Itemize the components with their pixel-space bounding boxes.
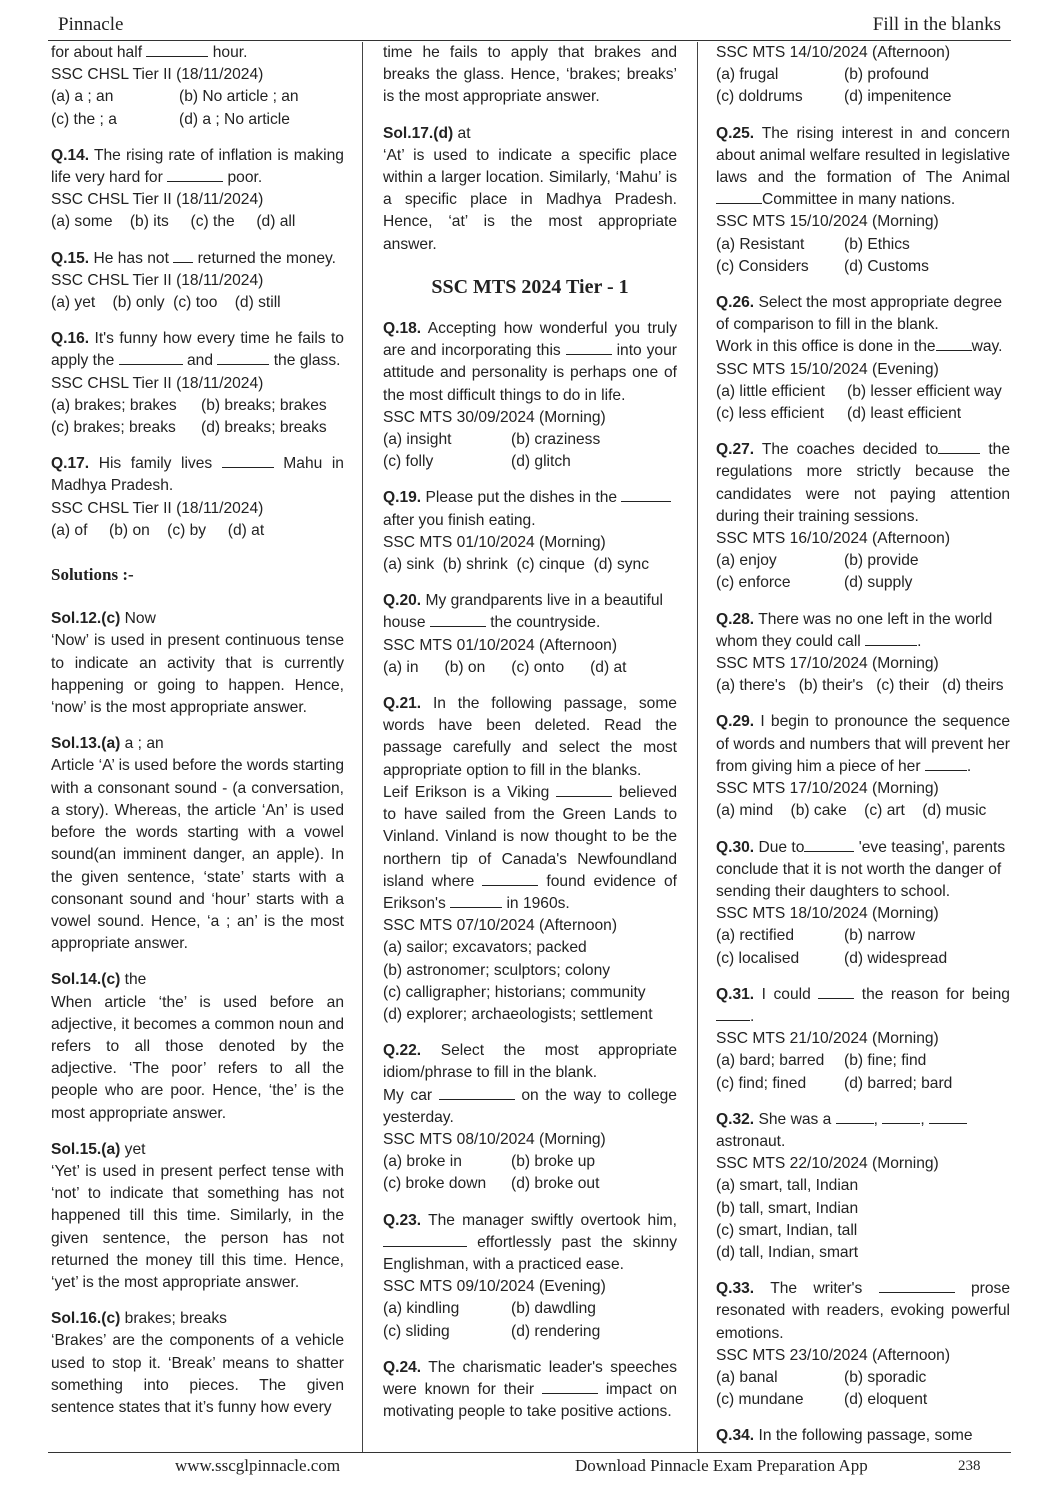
source: SSC MTS 14/10/2024 (Afternoon) — [716, 44, 951, 61]
source: SSC CHSL Tier II (18/11/2024) — [51, 191, 264, 209]
blank — [542, 1379, 598, 1394]
blank — [566, 340, 612, 355]
option-b: (b) astronomer; sculptors; colony — [383, 961, 611, 979]
question-34: Q.34. In the following passage, some — [716, 1427, 973, 1445]
option-a: (a) bard; barred — [716, 1052, 825, 1070]
option-a: (a) frugal — [716, 66, 779, 84]
question-25: Q.25. The rising interest in and concern about animal welfare resulted in legislative laws and the formation of The AnimalCommittee in many nations. SSC MTS 15/10/2024 (Morning) (a) Resistant (b) Ethics (c) Considers (d) Customs — [716, 123, 1010, 278]
option-c: (c) sliding — [383, 1322, 450, 1340]
option-b: (b) No article ; an — [179, 88, 299, 106]
option-b: (b) tall, smart, Indian — [716, 1199, 859, 1217]
question-17: Q.17. His family lives Mahu in Madhya Pradesh. SSC CHSL Tier II (18/11/2024) (a) of (b) on (c) by (d) at — [51, 453, 344, 542]
blank — [430, 612, 486, 627]
column-2 — [383, 42, 677, 1437]
section-title: SSC MTS 2024 Tier - 1 — [431, 275, 629, 298]
question-16: Q.16. It's funny how every time he fails to apply the and the glass. SSC CHSL Tier II (18/11/2024) (a) brakes; brakes (b) breaks; brakes (c) brakes; breaks (d) breaks; breaks — [51, 328, 344, 439]
blank — [439, 1085, 515, 1100]
option-c: (c) mundane — [716, 1391, 804, 1409]
option-c: (c) brakes; breaks — [51, 419, 176, 437]
blank — [173, 248, 193, 263]
option-c: (c) localised — [716, 949, 800, 967]
column-3 — [716, 42, 1010, 1462]
option-a: (a) Resistant — [716, 235, 805, 253]
blank — [836, 1109, 874, 1124]
option-d: (d) eloquent — [844, 1391, 928, 1409]
option-d: (d) glitch — [511, 453, 571, 471]
option-a: (a) smart, tall, Indian — [716, 1177, 859, 1195]
options: (a) yet (b) only (c) too (d) still — [51, 294, 281, 312]
option-c: (c) find; fined — [716, 1074, 807, 1092]
solution-16: Sol.16.(c) brakes; breaks ‘Brakes’ are the components of a vehicle used to stop it. ‘Break’ means to shatter something into pieces. The given sentence states that it’s funny how every — [51, 1310, 344, 1416]
solution-13: Sol.13.(a) a ; an Article ‘A’ is used before the words starting with a consonant sound - (a conversation, a story). Whereas, the article ‘An’ is used before the words starting with a vowel sound(an imminent danger, an apple). In the given sentence, ‘state’ starts with a consonant sound and ‘hour’ starts with a vowel sound. Hence, ‘a ; an’ is the most appropriate answer. — [51, 735, 344, 953]
option-d: (d) Customs — [844, 257, 929, 275]
option-b: (b) broke up — [511, 1153, 596, 1171]
blank — [167, 167, 223, 182]
blank — [865, 631, 917, 646]
source: SSC MTS 18/10/2024 (Morning) — [716, 905, 939, 923]
option-b: (b) craziness — [511, 431, 601, 449]
option-a: (a) banal — [716, 1368, 778, 1386]
blank — [482, 871, 538, 886]
solution-15: Sol.15.(a) yet ‘Yet’ is used in present perfect tense with ‘not’ to indicate that something has not happened till this time. Similarly, in the given sentence, the person has not returned the money till this time. Hence, ‘yet’ is the most appropriate answer. — [51, 1140, 344, 1291]
source: SSC MTS 01/10/2024 (Afternoon) — [383, 636, 618, 654]
option-a: (a) broke in — [383, 1153, 462, 1171]
question-24: Q.24. The charismatic leader's speeches were known for their impact on motivating people to take positive actions. — [383, 1358, 677, 1421]
question-27: Q.27. The coaches decided to the regulations more strictly because the candidates were not paying attention during their training sessions. SSC MTS 16/10/2024 (Afternoon) (a) enjoy (b) provide (c) enforce (d) supply — [716, 439, 1010, 594]
source: SSC MTS 09/10/2024 (Evening) — [383, 1278, 606, 1296]
option-b: (b) provide — [844, 552, 919, 570]
blank — [556, 782, 612, 797]
question-22: Q.22. Select the most appropriate idiom/phrase to fill in the blank. My car on the way to college yesterday. SSC MTS 08/10/2024 (Morning) (a) broke in (b) broke up (c) broke down (d) broke out — [383, 1040, 677, 1195]
option-a: (a) insight — [383, 431, 452, 449]
option-b: (b) profound — [844, 66, 929, 84]
footer-app: Download Pinnacle Exam Preparation App — [575, 1456, 868, 1475]
blank — [217, 350, 269, 365]
option-c: (c) doldrums — [716, 88, 803, 106]
blank — [929, 1109, 967, 1124]
option-b: (b) sporadic — [844, 1368, 927, 1386]
blank — [879, 1278, 955, 1293]
page-number: 238 — [958, 1458, 981, 1474]
option-a: (a) sailor; excavators; packed — [383, 939, 587, 957]
option-c: (c) calligrapher; historians; community — [383, 983, 646, 1001]
question-26: Q.26. Select the most appropriate degree of comparison to fill in the blank. Work in this office is done in the way. SSC MTS 15/10/2024 (Evening) (a) little efficient (b) lesser efficient way (c) less efficient (d) least efficient — [716, 292, 1010, 425]
option-d: (d) explorer; archaeologists; settlement — [383, 1005, 653, 1023]
option-a: (a) rectified — [716, 927, 794, 945]
column-divider — [362, 42, 363, 1452]
blank — [716, 189, 762, 204]
header-chapter: Fill in the blanks — [872, 14, 1001, 35]
option-d: (d) rendering — [511, 1322, 601, 1340]
option-d: (d) broke out — [511, 1175, 600, 1193]
question-23: Q.23. The manager swiftly overtook him, effortlessly past the skinny Englishman, with a practiced ease. SSC MTS 09/10/2024 (Evening) (a) kindling (b) dawdling (c) sliding (d) rendering — [383, 1210, 677, 1343]
option-a: (a) little efficient — [716, 382, 825, 400]
options: (a) of (b) on (c) by (d) at — [51, 521, 265, 539]
option-c: (c) enforce — [716, 574, 791, 592]
question-32: Q.32. She was a , , astronaut. SSC MTS 22/10/2024 (Morning) (a) smart, tall, Indian (b) tall, smart, Indian (c) smart, Indian, tall (d) tall, Indian, smart — [716, 1109, 1010, 1264]
option-a: (a) brakes; brakes — [51, 396, 177, 414]
option-c: (c) smart, Indian, tall — [716, 1221, 858, 1239]
blank — [383, 1232, 467, 1247]
option-a: (a) enjoy — [716, 552, 777, 570]
option-b: (b) dawdling — [511, 1300, 596, 1318]
option-c: (c) folly — [383, 453, 434, 471]
solution-14: Sol.14.(c) the When article ‘the’ is used before an adjective, it becomes a common noun and refers to all those denoted by the adjective. ‘The poor’ refers to all the people who are poor. Hence, ‘the’ is the most appropriate answer. — [51, 971, 344, 1122]
question-28: Q.28. There was no one left in the world whom they could call . SSC MTS 17/10/2024 (Morning) (a) there's (b) their's (c) their (d) theirs — [716, 609, 1010, 698]
question-29: Q.29. I begin to pronounce the sequence of words and numbers that will prevent her from giving him a piece of her . SSC MTS 17/10/2024 (Morning) (a) mind (b) cake (c) art (d) music — [716, 711, 1010, 822]
option-b: (b) narrow — [844, 927, 916, 945]
option-c: (c) broke down — [383, 1175, 487, 1193]
solutions-heading: Solutions :- — [51, 565, 134, 585]
option-c: (c) less efficient — [716, 405, 825, 423]
option-d: (d) barred; bard — [844, 1074, 953, 1092]
question-19: Q.19. Please put the dishes in the after you finish eating. SSC MTS 01/10/2024 (Morning) (a) sink (b) shrink (c) cinque (d) sync — [383, 487, 677, 576]
footer-website: www.sscglpinnacle.com — [175, 1456, 341, 1475]
question-24-tail — [716, 42, 1010, 109]
option-d: (d) impenitence — [844, 88, 952, 106]
blank — [938, 439, 980, 454]
question-33: Q.33. The writer's prose resonated with readers, evoking powerful emotions. SSC MTS 23/10/2024 (Afternoon) (a) banal (b) sporadic (c) mundane (d) eloquent — [716, 1278, 1010, 1411]
option-b: (b) breaks; brakes — [201, 396, 327, 414]
blank — [146, 42, 208, 57]
option-d: (d) supply — [844, 574, 913, 592]
blank — [119, 350, 183, 365]
options: (a) some (b) its (c) the (d) all — [51, 213, 296, 231]
question-20: Q.20. My grandparents live in a beautiful house the countryside. SSC MTS 01/10/2024 (Afternoon) (a) in (b) on (c) onto (d) at — [383, 590, 677, 679]
option-d: (d) widespread — [844, 949, 948, 967]
source: SSC MTS 15/10/2024 (Morning) — [716, 213, 939, 231]
solution-17: Sol.17.(d) at ‘At’ is used to indicate a specific place within a larger location. Similarly, ‘Mahu’ is a specific place in Madhya Pradesh. Hence, ‘at’ is the most appropriate answer. — [383, 124, 677, 253]
question-21: Q.21. In the following passage, some words have been deleted. Read the passage carefully and select the most appropriate option to fill in the blanks. Leif Erikson is a Viking believed to have sailed from the Green Lands to Vinland. Vinland is now thought to be the northern tip of Canada's Newfoundland island where found evidence of Erikson's in 1960s. SSC MTS 07/10/2024 (Afternoon) (a) sailor; excavators; packed (b) astronomer; sculptors; colony (c) calligrapher; historians; community (d) explorer; archaeologists; settlement — [383, 693, 677, 1026]
option-d: (d) a ; No article — [179, 110, 290, 128]
option-d: (d) breaks; breaks — [201, 419, 327, 437]
blank — [621, 487, 671, 502]
option-d: (d) least efficient — [847, 405, 962, 423]
source: SSC MTS 30/09/2024 (Morning) — [383, 408, 606, 426]
source: SSC MTS 21/10/2024 (Morning) — [716, 1030, 939, 1048]
source: SSC MTS 17/10/2024 (Morning) — [716, 780, 939, 798]
option-a: (a) a ; an — [51, 88, 114, 106]
question-31: Q.31. I could the reason for being . SSC MTS 21/10/2024 (Morning) (a) bard; barred (b) fine; find (c) find; fined (d) barred; bard — [716, 984, 1010, 1095]
options: (a) in (b) on (c) onto (d) at — [383, 658, 627, 676]
source: SSC MTS 15/10/2024 (Evening) — [716, 360, 939, 378]
blank — [222, 453, 274, 468]
source: SSC CHSL Tier II (18/11/2024) — [51, 499, 264, 517]
question-30: Q.30. Due to 'eve teasing', parents conclude that it is not worth the danger of sending their daughters to school. SSC MTS 18/10/2024 (Morning) (a) rectified (b) narrow (c) localised (d) widespread — [716, 837, 1010, 970]
option-c: (c) Considers — [716, 257, 809, 275]
source: SSC CHSL Tier II (18/11/2024) — [51, 66, 264, 84]
solution-12: Sol.12.(c) Now ‘Now’ is used in present continuous tense to indicate an activity that is currently happening or going to happen. Hence, ‘now’ is the most appropriate answer. — [51, 610, 344, 717]
source: SSC MTS 07/10/2024 (Afternoon) — [383, 917, 618, 935]
blank — [882, 1109, 920, 1124]
option-c: (c) the ; a — [51, 110, 117, 128]
footer-rule — [48, 1452, 1011, 1453]
source: SSC MTS 17/10/2024 (Morning) — [716, 655, 939, 673]
question-15: Q.15. He has not returned the money. SSC CHSL Tier II (18/11/2024) (a) yet (b) only (c) too (d) still — [51, 248, 344, 315]
header-rule — [48, 40, 1011, 41]
blank — [450, 893, 502, 908]
options: (a) there's (b) their's (c) their (d) theirs — [716, 677, 1004, 695]
blank — [818, 984, 854, 999]
question-13-tail: for about half hour. SSC CHSL Tier II (18/11/2024) (a) a ; an (b) No article ; an (c) the ; a (d) a ; No article — [51, 42, 344, 131]
option-d: (d) tall, Indian, smart — [716, 1243, 859, 1261]
options: (a) sink (b) shrink (c) cinque (d) sync — [383, 556, 650, 574]
source: SSC CHSL Tier II (18/11/2024) — [51, 271, 264, 289]
option-b: (b) fine; find — [844, 1052, 927, 1070]
options: (a) mind (b) cake (c) art (d) music — [716, 802, 987, 820]
source: SSC MTS 16/10/2024 (Afternoon) — [716, 530, 951, 548]
option-b: (b) lesser efficient way — [847, 382, 1002, 400]
option-b: (b) Ethics — [844, 235, 910, 253]
column-divider — [697, 42, 698, 1452]
source: SSC MTS 01/10/2024 (Morning) — [383, 533, 606, 551]
source: SSC MTS 22/10/2024 (Morning) — [716, 1155, 939, 1173]
question-14: Q.14. The rising rate of inflation is making life very hard for poor. SSC CHSL Tier II (18/11/2024) (a) some (b) its (c) the (d) all — [51, 145, 344, 234]
source: SSC MTS 08/10/2024 (Morning) — [383, 1130, 606, 1148]
blank — [936, 336, 972, 351]
column-1 — [51, 42, 344, 1433]
solution-16-tail: time he fails to apply that brakes and breaks the glass. Hence, ‘brakes; breaks’ is the most appropriate answer. — [383, 44, 677, 106]
source: SSC CHSL Tier II (18/11/2024) — [51, 374, 264, 392]
blank — [716, 1006, 750, 1021]
blank — [925, 756, 967, 771]
header-brand: Pinnacle — [58, 14, 124, 35]
blank — [804, 837, 854, 852]
option-a: (a) kindling — [383, 1300, 460, 1318]
source: SSC MTS 23/10/2024 (Afternoon) — [716, 1346, 951, 1364]
question-18: Q.18. Accepting how wonderful you truly are and incorporating this into your attitude and personality is perhaps one of the most difficult things to do in life. SSC MTS 30/09/2024 (Morning) (a) insight (b) craziness (c) folly (d) glitch — [383, 318, 677, 473]
